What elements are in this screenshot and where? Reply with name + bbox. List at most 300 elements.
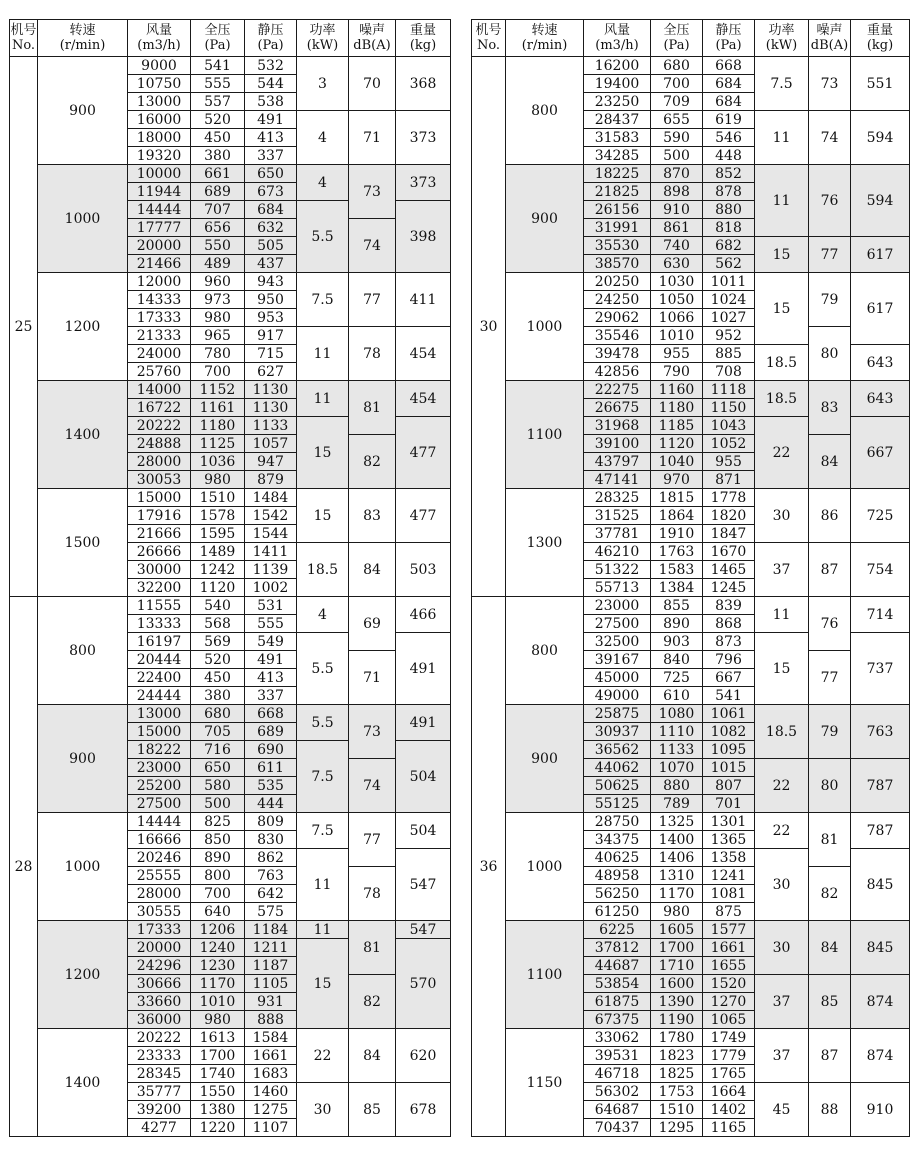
weight-value: 845 bbox=[851, 921, 910, 975]
static-pressure-value: 682 bbox=[703, 237, 755, 255]
airflow-value: 14333 bbox=[128, 291, 191, 309]
airflow-value: 38570 bbox=[584, 255, 651, 273]
total-pressure-value: 1400 bbox=[651, 831, 703, 849]
static-pressure-value: 839 bbox=[703, 597, 755, 615]
airflow-value: 25760 bbox=[128, 363, 191, 381]
power-value: 18.5 bbox=[755, 705, 809, 759]
weight-value: 466 bbox=[396, 597, 451, 633]
header-unit: (kg) bbox=[409, 38, 437, 53]
static-pressure-value: 917 bbox=[245, 327, 297, 345]
airflow-value: 30053 bbox=[128, 471, 191, 489]
noise-value: 81 bbox=[809, 813, 851, 867]
header-label: 静压 bbox=[715, 23, 742, 38]
total-pressure-value: 903 bbox=[651, 633, 703, 651]
power-value: 30 bbox=[755, 849, 809, 921]
static-pressure-value: 555 bbox=[245, 615, 297, 633]
power-value: 15 bbox=[297, 939, 349, 1029]
static-pressure-value: 575 bbox=[245, 903, 297, 921]
static-pressure-value: 668 bbox=[245, 705, 297, 723]
table-row bbox=[10, 921, 451, 939]
total-pressure-value: 1384 bbox=[651, 579, 703, 597]
static-pressure-value: 1211 bbox=[245, 939, 297, 957]
weight-value: 787 bbox=[851, 813, 910, 849]
airflow-value: 20246 bbox=[128, 849, 191, 867]
airflow-value: 27500 bbox=[128, 795, 191, 813]
static-pressure-value: 1118 bbox=[703, 381, 755, 399]
airflow-value: 6225 bbox=[584, 921, 651, 939]
airflow-value: 10000 bbox=[128, 165, 191, 183]
static-pressure-value: 1105 bbox=[245, 975, 297, 993]
header-label: 机号 bbox=[475, 23, 502, 38]
static-pressure-value: 1024 bbox=[703, 291, 755, 309]
power-value: 7.5 bbox=[755, 57, 809, 111]
power-value: 11 bbox=[297, 381, 349, 417]
airflow-value: 24250 bbox=[584, 291, 651, 309]
airflow-value: 39200 bbox=[128, 1101, 191, 1119]
static-pressure-value: 875 bbox=[703, 903, 755, 921]
total-pressure-value: 709 bbox=[651, 93, 703, 111]
airflow-value: 42856 bbox=[584, 363, 651, 381]
total-pressure-value: 661 bbox=[191, 165, 245, 183]
power-value: 11 bbox=[755, 597, 809, 633]
static-pressure-value: 1275 bbox=[245, 1101, 297, 1119]
airflow-value: 25555 bbox=[128, 867, 191, 885]
header-unit: (r/min) bbox=[521, 38, 568, 53]
speed-value: 1200 bbox=[38, 273, 128, 381]
column-header bbox=[297, 20, 349, 57]
static-pressure-value: 642 bbox=[245, 885, 297, 903]
airflow-value: 39478 bbox=[584, 345, 651, 363]
static-pressure-value: 878 bbox=[703, 183, 755, 201]
speed-value: 800 bbox=[506, 57, 584, 165]
static-pressure-value: 611 bbox=[245, 759, 297, 777]
airflow-value: 17333 bbox=[128, 309, 191, 327]
noise-value: 84 bbox=[809, 435, 851, 489]
noise-value: 84 bbox=[349, 1029, 396, 1083]
static-pressure-value: 1187 bbox=[245, 957, 297, 975]
noise-value: 81 bbox=[349, 921, 396, 975]
table-row bbox=[10, 705, 451, 723]
airflow-value: 20000 bbox=[128, 939, 191, 957]
header-row bbox=[472, 20, 910, 57]
total-pressure-value: 1180 bbox=[191, 417, 245, 435]
airflow-value: 23250 bbox=[584, 93, 651, 111]
header-label: 噪声 bbox=[816, 23, 843, 38]
static-pressure-value: 862 bbox=[245, 849, 297, 867]
airflow-value: 26666 bbox=[128, 543, 191, 561]
airflow-value: 16666 bbox=[128, 831, 191, 849]
total-pressure-value: 716 bbox=[191, 741, 245, 759]
airflow-value: 51322 bbox=[584, 561, 651, 579]
airflow-value: 50625 bbox=[584, 777, 651, 795]
total-pressure-value: 555 bbox=[191, 75, 245, 93]
airflow-value: 22275 bbox=[584, 381, 651, 399]
airflow-value: 34285 bbox=[584, 147, 651, 165]
total-pressure-value: 965 bbox=[191, 327, 245, 345]
total-pressure-value: 980 bbox=[651, 903, 703, 921]
static-pressure-value: 1082 bbox=[703, 723, 755, 741]
total-pressure-value: 1050 bbox=[651, 291, 703, 309]
total-pressure-value: 1010 bbox=[651, 327, 703, 345]
static-pressure-value: 1027 bbox=[703, 309, 755, 327]
static-pressure-value: 943 bbox=[245, 273, 297, 291]
total-pressure-value: 1180 bbox=[651, 399, 703, 417]
speed-value: 1400 bbox=[38, 1029, 128, 1137]
weight-value: 491 bbox=[396, 705, 451, 741]
total-pressure-value: 1825 bbox=[651, 1065, 703, 1083]
static-pressure-value: 701 bbox=[703, 795, 755, 813]
airflow-value: 35530 bbox=[584, 237, 651, 255]
speed-value: 900 bbox=[506, 705, 584, 813]
total-pressure-value: 1510 bbox=[191, 489, 245, 507]
total-pressure-value: 1710 bbox=[651, 957, 703, 975]
weight-value: 547 bbox=[396, 849, 451, 921]
weight-value: 874 bbox=[851, 975, 910, 1029]
static-pressure-value: 1655 bbox=[703, 957, 755, 975]
airflow-value: 14000 bbox=[128, 381, 191, 399]
noise-value: 71 bbox=[349, 111, 396, 165]
static-pressure-value: 1245 bbox=[703, 579, 755, 597]
total-pressure-value: 680 bbox=[191, 705, 245, 723]
static-pressure-value: 1043 bbox=[703, 417, 755, 435]
power-value: 30 bbox=[297, 1083, 349, 1137]
table-row bbox=[472, 273, 910, 291]
airflow-value: 39531 bbox=[584, 1047, 651, 1065]
weight-value: 491 bbox=[396, 633, 451, 705]
airflow-value: 20000 bbox=[128, 237, 191, 255]
static-pressure-value: 879 bbox=[245, 471, 297, 489]
total-pressure-value: 489 bbox=[191, 255, 245, 273]
total-pressure-value: 1070 bbox=[651, 759, 703, 777]
power-value: 7.5 bbox=[297, 813, 349, 849]
static-pressure-value: 950 bbox=[245, 291, 297, 309]
airflow-value: 43797 bbox=[584, 453, 651, 471]
static-pressure-value: 1130 bbox=[245, 399, 297, 417]
static-pressure-value: 1460 bbox=[245, 1083, 297, 1101]
weight-value: 787 bbox=[851, 759, 910, 813]
total-pressure-value: 700 bbox=[191, 363, 245, 381]
airflow-value: 31968 bbox=[584, 417, 651, 435]
static-pressure-value: 708 bbox=[703, 363, 755, 381]
speed-value: 1500 bbox=[38, 489, 128, 597]
column-header bbox=[396, 20, 451, 57]
airflow-value: 15000 bbox=[128, 723, 191, 741]
airflow-value: 31525 bbox=[584, 507, 651, 525]
airflow-value: 12000 bbox=[128, 273, 191, 291]
total-pressure-value: 1161 bbox=[191, 399, 245, 417]
static-pressure-value: 491 bbox=[245, 651, 297, 669]
airflow-value: 30555 bbox=[128, 903, 191, 921]
total-pressure-value: 1240 bbox=[191, 939, 245, 957]
static-pressure-value: 1301 bbox=[703, 813, 755, 831]
power-value: 15 bbox=[297, 417, 349, 489]
airflow-value: 29062 bbox=[584, 309, 651, 327]
column-header bbox=[703, 20, 755, 57]
power-value: 5.5 bbox=[297, 201, 349, 273]
total-pressure-value: 380 bbox=[191, 147, 245, 165]
airflow-value: 11944 bbox=[128, 183, 191, 201]
static-pressure-value: 448 bbox=[703, 147, 755, 165]
total-pressure-value: 1030 bbox=[651, 273, 703, 291]
total-pressure-value: 705 bbox=[191, 723, 245, 741]
speed-value: 800 bbox=[506, 597, 584, 705]
weight-value: 737 bbox=[851, 633, 910, 705]
header-unit: (r/min) bbox=[59, 38, 106, 53]
header-unit: (m3/h) bbox=[595, 38, 639, 53]
airflow-value: 55125 bbox=[584, 795, 651, 813]
total-pressure-value: 1380 bbox=[191, 1101, 245, 1119]
airflow-value: 36562 bbox=[584, 741, 651, 759]
static-pressure-value: 1002 bbox=[245, 579, 297, 597]
total-pressure-value: 700 bbox=[651, 75, 703, 93]
noise-value: 69 bbox=[349, 597, 396, 651]
total-pressure-value: 1110 bbox=[651, 723, 703, 741]
total-pressure-value: 1206 bbox=[191, 921, 245, 939]
total-pressure-value: 1489 bbox=[191, 543, 245, 561]
total-pressure-value: 1823 bbox=[651, 1047, 703, 1065]
power-value: 18.5 bbox=[755, 381, 809, 417]
airflow-value: 23333 bbox=[128, 1047, 191, 1065]
static-pressure-value: 715 bbox=[245, 345, 297, 363]
airflow-value: 17777 bbox=[128, 219, 191, 237]
total-pressure-value: 568 bbox=[191, 615, 245, 633]
airflow-value: 44062 bbox=[584, 759, 651, 777]
airflow-value: 67375 bbox=[584, 1011, 651, 1029]
power-value: 11 bbox=[297, 921, 349, 939]
noise-value: 82 bbox=[349, 435, 396, 489]
power-value: 5.5 bbox=[297, 633, 349, 705]
static-pressure-value: 619 bbox=[703, 111, 755, 129]
total-pressure-value: 1036 bbox=[191, 453, 245, 471]
header-label: 风量 bbox=[603, 23, 630, 38]
airflow-value: 32200 bbox=[128, 579, 191, 597]
power-value: 11 bbox=[755, 111, 809, 165]
static-pressure-value: 1683 bbox=[245, 1065, 297, 1083]
static-pressure-value: 818 bbox=[703, 219, 755, 237]
airflow-value: 24296 bbox=[128, 957, 191, 975]
static-pressure-value: 1081 bbox=[703, 885, 755, 903]
airflow-value: 19320 bbox=[128, 147, 191, 165]
weight-value: 763 bbox=[851, 705, 910, 759]
static-pressure-value: 953 bbox=[245, 309, 297, 327]
static-pressure-value: 549 bbox=[245, 633, 297, 651]
speed-value: 1000 bbox=[38, 165, 128, 273]
airflow-value: 28000 bbox=[128, 453, 191, 471]
static-pressure-value: 444 bbox=[245, 795, 297, 813]
total-pressure-value: 870 bbox=[651, 165, 703, 183]
airflow-value: 16200 bbox=[584, 57, 651, 75]
noise-value: 74 bbox=[349, 759, 396, 813]
total-pressure-value: 655 bbox=[651, 111, 703, 129]
noise-value: 73 bbox=[349, 165, 396, 219]
column-header bbox=[191, 20, 245, 57]
table-row bbox=[10, 165, 451, 183]
total-pressure-value: 789 bbox=[651, 795, 703, 813]
total-pressure-value: 780 bbox=[191, 345, 245, 363]
total-pressure-value: 1170 bbox=[651, 885, 703, 903]
noise-value: 85 bbox=[349, 1083, 396, 1137]
total-pressure-value: 569 bbox=[191, 633, 245, 651]
fan-spec-table-right bbox=[471, 19, 910, 1137]
power-value: 37 bbox=[755, 543, 809, 597]
power-value: 30 bbox=[755, 489, 809, 543]
speed-value: 1200 bbox=[38, 921, 128, 1029]
total-pressure-value: 590 bbox=[651, 129, 703, 147]
static-pressure-value: 1577 bbox=[703, 921, 755, 939]
airflow-value: 24000 bbox=[128, 345, 191, 363]
weight-value: 373 bbox=[396, 111, 451, 165]
power-value: 15 bbox=[755, 633, 809, 705]
static-pressure-value: 413 bbox=[245, 129, 297, 147]
airflow-value: 4277 bbox=[128, 1119, 191, 1137]
speed-value: 1000 bbox=[38, 813, 128, 921]
airflow-value: 36000 bbox=[128, 1011, 191, 1029]
power-value: 3 bbox=[297, 57, 349, 111]
airflow-value: 33660 bbox=[128, 993, 191, 1011]
power-value: 4 bbox=[297, 597, 349, 633]
total-pressure-value: 840 bbox=[651, 651, 703, 669]
weight-value: 910 bbox=[851, 1083, 910, 1137]
weight-value: 411 bbox=[396, 273, 451, 327]
header-unit: dB(A) bbox=[353, 38, 391, 53]
airflow-value: 64687 bbox=[584, 1101, 651, 1119]
total-pressure-value: 1040 bbox=[651, 453, 703, 471]
header-label: 转速 bbox=[69, 23, 96, 38]
header-label: 静压 bbox=[257, 23, 284, 38]
total-pressure-value: 1170 bbox=[191, 975, 245, 993]
airflow-value: 37781 bbox=[584, 525, 651, 543]
static-pressure-value: 931 bbox=[245, 993, 297, 1011]
static-pressure-value: 627 bbox=[245, 363, 297, 381]
airflow-value: 14444 bbox=[128, 201, 191, 219]
total-pressure-value: 700 bbox=[191, 885, 245, 903]
weight-value: 504 bbox=[396, 741, 451, 813]
static-pressure-value: 531 bbox=[245, 597, 297, 615]
static-pressure-value: 1015 bbox=[703, 759, 755, 777]
static-pressure-value: 1150 bbox=[703, 399, 755, 417]
weight-value: 373 bbox=[396, 165, 451, 201]
total-pressure-value: 910 bbox=[651, 201, 703, 219]
weight-value: 551 bbox=[851, 57, 910, 111]
static-pressure-value: 413 bbox=[245, 669, 297, 687]
static-pressure-value: 1241 bbox=[703, 867, 755, 885]
static-pressure-value: 1484 bbox=[245, 489, 297, 507]
total-pressure-value: 707 bbox=[191, 201, 245, 219]
header-label: 全压 bbox=[204, 23, 231, 38]
total-pressure-value: 960 bbox=[191, 273, 245, 291]
noise-value: 87 bbox=[809, 543, 851, 597]
airflow-value: 18000 bbox=[128, 129, 191, 147]
airflow-value: 28000 bbox=[128, 885, 191, 903]
header-label: 转速 bbox=[531, 23, 558, 38]
static-pressure-value: 947 bbox=[245, 453, 297, 471]
airflow-value: 47141 bbox=[584, 471, 651, 489]
speed-value: 800 bbox=[38, 597, 128, 705]
total-pressure-value: 1753 bbox=[651, 1083, 703, 1101]
airflow-value: 31991 bbox=[584, 219, 651, 237]
total-pressure-value: 980 bbox=[191, 309, 245, 327]
static-pressure-value: 1661 bbox=[245, 1047, 297, 1065]
static-pressure-value: 1670 bbox=[703, 543, 755, 561]
total-pressure-value: 500 bbox=[191, 795, 245, 813]
total-pressure-value: 689 bbox=[191, 183, 245, 201]
airflow-value: 13000 bbox=[128, 93, 191, 111]
speed-value: 900 bbox=[38, 57, 128, 165]
total-pressure-value: 450 bbox=[191, 129, 245, 147]
noise-value: 82 bbox=[809, 867, 851, 921]
total-pressure-value: 1185 bbox=[651, 417, 703, 435]
airflow-value: 39100 bbox=[584, 435, 651, 453]
total-pressure-value: 650 bbox=[191, 759, 245, 777]
airflow-value: 20222 bbox=[128, 1029, 191, 1047]
table-row bbox=[472, 921, 910, 939]
total-pressure-value: 550 bbox=[191, 237, 245, 255]
noise-value: 83 bbox=[349, 489, 396, 543]
total-pressure-value: 861 bbox=[651, 219, 703, 237]
static-pressure-value: 1765 bbox=[703, 1065, 755, 1083]
total-pressure-value: 1510 bbox=[651, 1101, 703, 1119]
total-pressure-value: 610 bbox=[651, 687, 703, 705]
table-row bbox=[10, 597, 451, 615]
total-pressure-value: 630 bbox=[651, 255, 703, 273]
column-header bbox=[128, 20, 191, 57]
static-pressure-value: 532 bbox=[245, 57, 297, 75]
power-value: 11 bbox=[755, 165, 809, 237]
total-pressure-value: 1133 bbox=[651, 741, 703, 759]
speed-value: 1000 bbox=[506, 813, 584, 921]
noise-value: 87 bbox=[809, 1029, 851, 1083]
airflow-value: 20444 bbox=[128, 651, 191, 669]
airflow-value: 22400 bbox=[128, 669, 191, 687]
power-value: 5.5 bbox=[297, 705, 349, 741]
weight-value: 617 bbox=[851, 237, 910, 273]
power-value: 18.5 bbox=[297, 543, 349, 597]
static-pressure-value: 1057 bbox=[245, 435, 297, 453]
total-pressure-value: 1325 bbox=[651, 813, 703, 831]
airflow-value: 40625 bbox=[584, 849, 651, 867]
airflow-value: 53854 bbox=[584, 975, 651, 993]
static-pressure-value: 690 bbox=[245, 741, 297, 759]
static-pressure-value: 673 bbox=[245, 183, 297, 201]
table-row bbox=[472, 165, 910, 183]
static-pressure-value: 535 bbox=[245, 777, 297, 795]
total-pressure-value: 890 bbox=[191, 849, 245, 867]
power-value: 37 bbox=[755, 1029, 809, 1083]
machine-number: 25 bbox=[10, 57, 38, 597]
noise-value: 74 bbox=[809, 111, 851, 165]
airflow-value: 26675 bbox=[584, 399, 651, 417]
static-pressure-value: 885 bbox=[703, 345, 755, 363]
header-label: 机号 bbox=[10, 23, 37, 38]
column-header bbox=[245, 20, 297, 57]
column-header bbox=[10, 20, 38, 57]
airflow-value: 17333 bbox=[128, 921, 191, 939]
airflow-value: 21666 bbox=[128, 525, 191, 543]
airflow-value: 26156 bbox=[584, 201, 651, 219]
total-pressure-value: 1578 bbox=[191, 507, 245, 525]
weight-value: 454 bbox=[396, 327, 451, 381]
airflow-value: 19400 bbox=[584, 75, 651, 93]
speed-value: 1150 bbox=[506, 1029, 584, 1137]
total-pressure-value: 740 bbox=[651, 237, 703, 255]
total-pressure-value: 1125 bbox=[191, 435, 245, 453]
airflow-value: 35546 bbox=[584, 327, 651, 345]
static-pressure-value: 684 bbox=[703, 93, 755, 111]
noise-value: 84 bbox=[809, 921, 851, 975]
noise-value: 82 bbox=[349, 975, 396, 1029]
noise-value: 74 bbox=[349, 219, 396, 273]
power-value: 15 bbox=[755, 273, 809, 345]
